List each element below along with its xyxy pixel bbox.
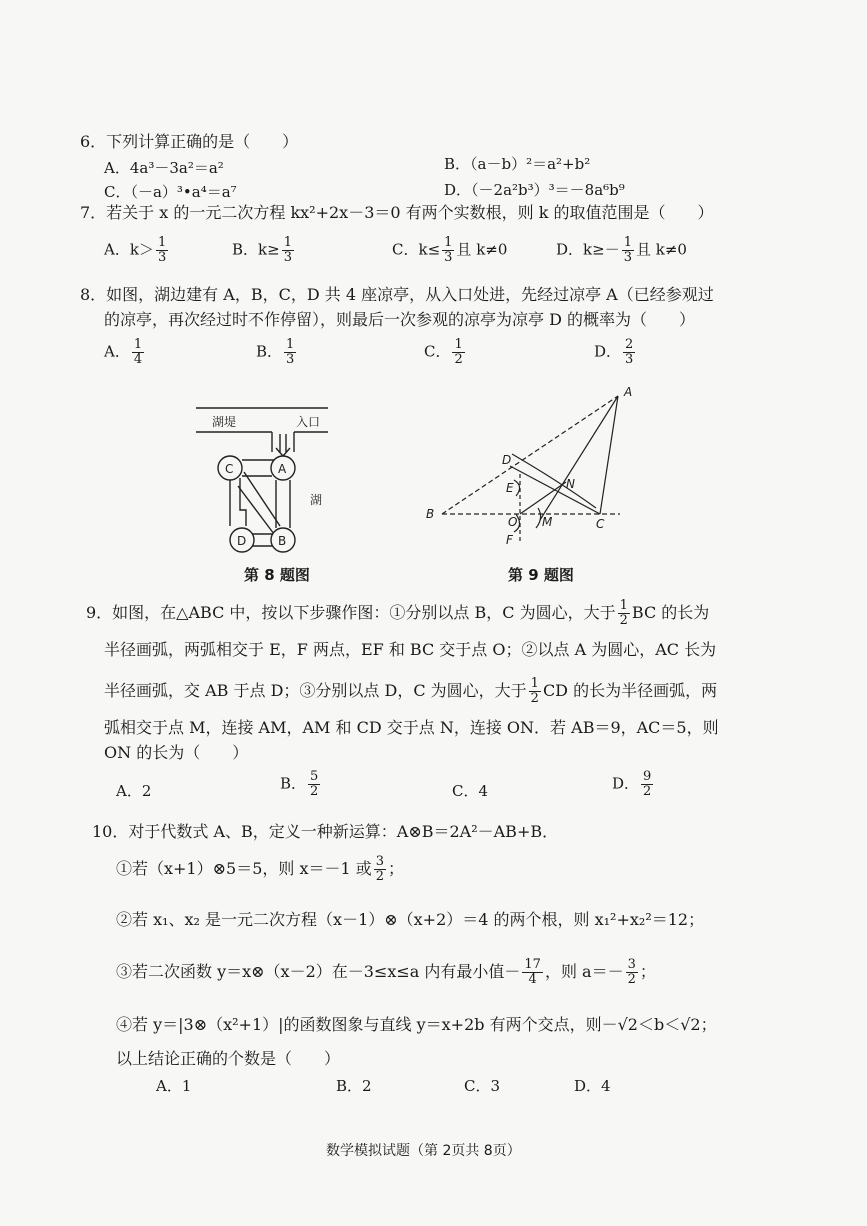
q10-s3-den-2: 2 xyxy=(627,972,636,987)
entrance-label: 入口 xyxy=(296,415,321,429)
q10-s3-text: ③若二次函数 y＝x⊗（x－2）在－3≤x≤a 内有最小值－ xyxy=(116,962,521,981)
segment-on xyxy=(520,482,566,514)
q10-s1-num: 3 xyxy=(375,854,385,869)
q6-option-b[interactable]: B．（a－b）²＝a²+b² xyxy=(444,155,591,173)
q9-option-b[interactable] xyxy=(280,770,322,799)
q9-line2: 半径画弧，两弧相交于 E，F 两点，EF 和 BC 交于点 O；②以点 A 为圆心，AC 长为 xyxy=(104,640,717,659)
q9-option-c[interactable]: C．4 xyxy=(452,782,489,800)
segment-ac xyxy=(600,396,618,514)
q10-option-d[interactable]: D．4 xyxy=(574,1077,611,1095)
q9-option-a[interactable]: A．2 xyxy=(116,782,152,800)
page-footer: 数学模拟试题（第 2页共 8页） xyxy=(326,1143,521,1159)
q7-c-condition: 且 k≠0 xyxy=(456,240,508,259)
q6-option-d[interactable]: D．（－2a²b³）³＝－8a⁶b⁹ xyxy=(444,181,625,199)
q8-b-fraction xyxy=(284,338,296,367)
arc-e xyxy=(514,480,520,496)
q8-a-num: 1 xyxy=(133,337,143,352)
q9-d-num: 9 xyxy=(643,769,652,784)
q9-b-num: 5 xyxy=(310,769,319,784)
q7-d-sign: － xyxy=(604,240,620,259)
q7-d-den: 3 xyxy=(623,250,632,265)
q9-half-fraction-1 xyxy=(618,599,630,628)
q9-half-den-2: 2 xyxy=(530,691,539,706)
point-f-label: F xyxy=(506,533,513,547)
q7-d-label: D．k≥ xyxy=(556,240,605,259)
q6-option-c[interactable]: C．（－a）³•a⁴＝a⁷ xyxy=(104,183,237,201)
q10-option-c[interactable]: C．3 xyxy=(464,1077,501,1095)
q8-c-label: C． xyxy=(424,342,451,361)
q6-stem: 6．下列计算正确的是（ ） xyxy=(80,132,299,151)
q8-a-label: A． xyxy=(104,342,130,361)
q7-d-condition: 且 k≠0 xyxy=(635,240,687,259)
q7-stem: 7．若关于 x 的一元二次方程 kx²+2x－3＝0 有两个实数根，则 k 的取值范围是（ ） xyxy=(80,203,714,222)
q8-b-label: B． xyxy=(256,342,283,361)
q9-line3 xyxy=(104,677,717,706)
q8-a-den: 4 xyxy=(133,352,143,367)
entrance-arrowhead xyxy=(276,448,290,456)
q7-d-fraction xyxy=(622,236,634,265)
q9-half-num-1: 1 xyxy=(619,598,628,613)
q7-c-den: 3 xyxy=(444,250,453,265)
point-d-label: D xyxy=(502,453,512,467)
q9-line3-end: CD 的长为半径画弧，两 xyxy=(542,681,718,700)
q7-c-fraction xyxy=(442,236,454,265)
q7-a-den: 3 xyxy=(157,250,167,265)
q9-b-den: 2 xyxy=(310,784,319,799)
lake-label: 湖 xyxy=(310,493,323,507)
pavilion-b-label: B xyxy=(278,534,287,548)
point-o-label: O xyxy=(508,515,518,529)
arc-m xyxy=(536,508,541,528)
q8-d-num: 2 xyxy=(625,337,634,352)
q10-s1-den: 2 xyxy=(375,869,385,884)
q9-line4: 弧相交于点 M，连接 AM，AM 和 CD 交于点 N，连接 ON．若 AB＝9，AC＝5，则 xyxy=(104,718,719,737)
q8-b-den: 3 xyxy=(286,352,295,367)
q10-s3-end: ； xyxy=(639,962,656,981)
q8-b-num: 1 xyxy=(286,337,295,352)
q10-s3-num-2: 3 xyxy=(627,957,636,972)
q10-ask: 以上结论正确的个数是（ ） xyxy=(116,1049,341,1068)
point-c-label: C xyxy=(596,517,605,531)
q10-s3-num-1: 17 xyxy=(524,957,541,972)
q10-s3-fraction-2 xyxy=(626,958,638,987)
q8-line2: 的凉亭，再次经过时不作停留），则最后一次参观的凉亭为凉亭 D 的概率为（ ） xyxy=(104,310,696,329)
q8-d-label: D． xyxy=(594,342,622,361)
q7-b-num: 1 xyxy=(283,235,292,250)
arc-d xyxy=(512,454,596,508)
pavilion-c-label: C xyxy=(225,462,234,476)
q7-a-label: A．k＞ xyxy=(104,240,154,259)
q9-half-den-1: 2 xyxy=(619,613,628,628)
q10-stem: 10．对于代数式 A、B，定义一种新运算：A⊗B＝2A²－AB+B． xyxy=(92,822,559,841)
q7-option-d[interactable] xyxy=(556,236,687,265)
segment-am xyxy=(540,396,618,520)
q8-option-a[interactable] xyxy=(104,338,146,367)
q8-c-den: 2 xyxy=(454,352,463,367)
q10-s1-fraction xyxy=(374,855,386,884)
q7-c-label: C．k≤ xyxy=(392,240,441,259)
figure-8-diagram xyxy=(190,398,340,558)
q8-line1: 8．如图，湖边建有 A，B，C，D 共 4 座凉亭，从入口处进，先经过凉亭 A（已经参观过 xyxy=(80,285,714,304)
q9-line5: ON 的长为（ ） xyxy=(104,743,249,762)
q8-d-fraction xyxy=(623,338,635,367)
q9-half-num-2: 1 xyxy=(530,676,539,691)
q7-b-den: 3 xyxy=(283,250,292,265)
q8-c-num: 1 xyxy=(454,337,463,352)
point-b-label: B xyxy=(426,507,435,521)
q10-s3-mid: ，则 a＝－ xyxy=(544,962,624,981)
pavilion-d-label: D xyxy=(237,534,247,548)
q7-a-fraction xyxy=(156,236,168,265)
q6-option-a[interactable]: A．4a³－3a²＝a² xyxy=(104,159,224,177)
q10-option-b[interactable]: B．2 xyxy=(336,1077,372,1095)
q10-option-a[interactable]: A．1 xyxy=(156,1077,192,1095)
q7-a-num: 1 xyxy=(157,235,167,250)
q9-line1 xyxy=(86,599,709,628)
q10-s1-end: ； xyxy=(388,859,405,878)
q9-option-d[interactable] xyxy=(612,770,655,799)
q7-option-a[interactable] xyxy=(104,236,170,265)
q8-c-fraction xyxy=(452,338,464,367)
q9-d-fraction xyxy=(641,770,653,799)
q10-statement-3 xyxy=(116,958,656,987)
q9-d-den: 2 xyxy=(643,784,652,799)
pavilion-a-label: A xyxy=(278,462,287,476)
q8-option-c[interactable] xyxy=(424,338,467,367)
q10-statement-4: ④若 y＝|3⊗（x²+1）|的函数图象与直线 y＝x+2b 有两个交点，则－√2＜b＜√2； xyxy=(116,1015,717,1034)
q7-option-b[interactable] xyxy=(232,236,296,265)
point-e-label: E xyxy=(506,481,514,495)
figure-8-caption: 第 8 题图 xyxy=(244,566,310,584)
q10-s3-den-1: 4 xyxy=(528,972,537,987)
q7-option-c[interactable] xyxy=(392,236,507,265)
q9-d-label: D． xyxy=(612,774,640,793)
point-a-label: A xyxy=(624,385,633,399)
q10-statement-2: ②若 x₁、x₂ 是一元二次方程（x－1）⊗（x+2）＝4 的两个根，则 x₁²+x₂²＝12； xyxy=(116,910,705,929)
q9-line3-start: 半径画弧，交 AB 于点 D；③分别以点 D，C 为圆心，大于 xyxy=(104,681,527,700)
q8-option-b[interactable] xyxy=(256,338,298,367)
q7-c-num: 1 xyxy=(444,235,453,250)
q9-line1-end: BC 的长为 xyxy=(631,603,710,622)
q7-b-label: B．k≥ xyxy=(232,240,280,259)
q10-s1-text: ①若（x+1）⊗5＝5，则 x＝－1 或 xyxy=(116,859,372,878)
point-m-label: M xyxy=(542,515,553,529)
q7-b-fraction xyxy=(282,236,294,265)
q9-b-fraction xyxy=(308,770,320,799)
point-n-label: N xyxy=(566,477,575,491)
q7-d-num: 1 xyxy=(623,235,632,250)
figure-9-caption: 第 9 题图 xyxy=(508,566,574,584)
lakeside-label: 湖堤 xyxy=(212,415,237,429)
q9-half-fraction-2 xyxy=(529,677,541,706)
figure-9-diagram xyxy=(420,382,650,554)
q10-statement-1 xyxy=(116,855,404,884)
segment-ab xyxy=(442,396,618,514)
q9-line1-start: 9．如图，在△ABC 中，按以下步骤作图：①分别以点 B，C 为圆心，大于 xyxy=(86,603,616,622)
q8-a-fraction xyxy=(132,338,144,367)
q8-option-d[interactable] xyxy=(594,338,637,367)
q8-d-den: 3 xyxy=(625,352,634,367)
path-c-d-right xyxy=(240,478,246,526)
q9-b-label: B． xyxy=(280,774,307,793)
q10-s3-fraction-1 xyxy=(522,958,543,987)
